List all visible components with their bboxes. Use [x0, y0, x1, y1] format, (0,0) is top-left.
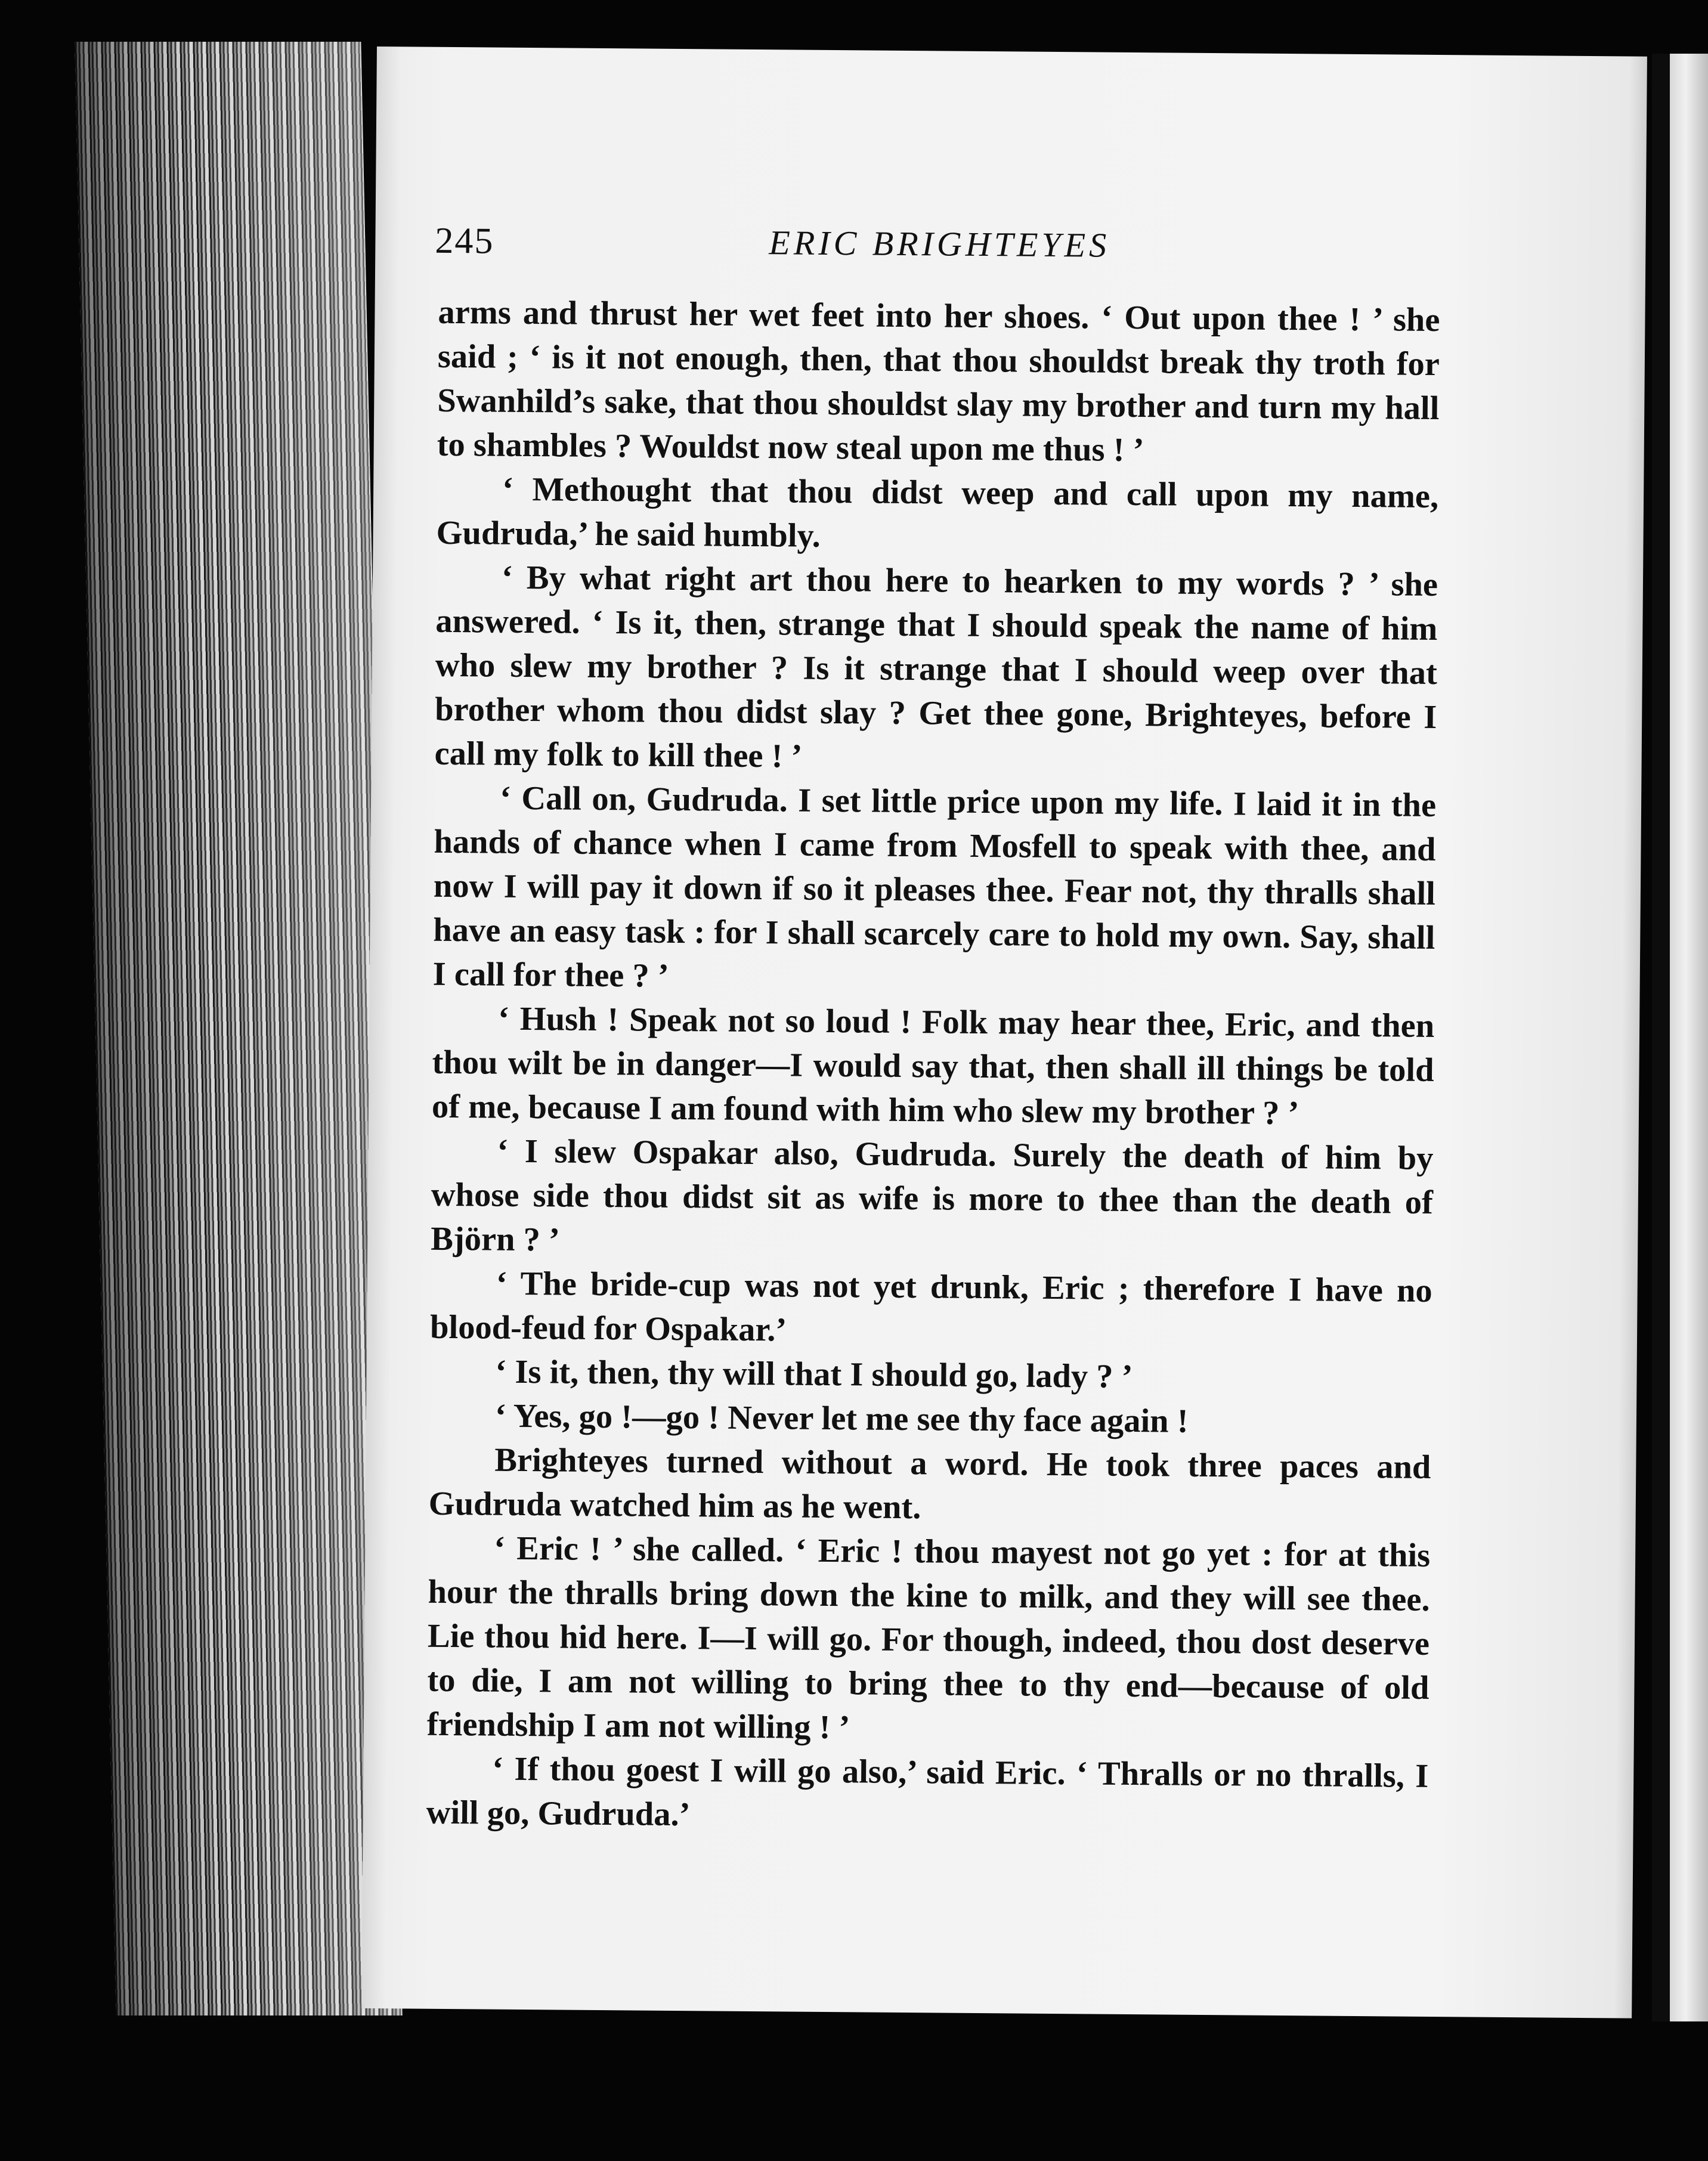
- paragraph: ‘ Methought that thou didst weep and call upon my name, Gudruda,’ he said humbly.: [436, 470, 1439, 555]
- paragraph: ‘ Yes, go !—go ! Never let me see thy face again !: [494, 1397, 1189, 1440]
- paragraph: Brighteyes turned without a word. He took three paces and Gudruda watched him as he went.: [428, 1441, 1431, 1527]
- paragraph: ‘ Call on, Gudruda. I set little price upon my life. I laid it in the hands of chance when I came from Mosfell to speak with thee, and now I will pay it down if so it pleases thee. Fear not, thy thralls shall have an easy task : for I shall scarcely care to hold my own. Say, shall I call for thee ? ’: [432, 779, 1437, 995]
- page-number: 245: [435, 220, 494, 262]
- running-title: ERIC BRIGHTEYES: [769, 223, 1110, 265]
- paragraph: ‘ I slew Ospakar also, Gudruda. Surely the death of him by whose side thou didst sit as wife is more to thee than the death of Björn ? ’: [431, 1132, 1434, 1259]
- book-page: [361, 47, 1647, 2018]
- paragraph: arms and thrust her wet feet into her shoes. ‘ Out upon thee ! ’ she said ; ‘ is it not enough, then, that thou shouldst break thy troth for Swanhild’s sake, that thou shouldst slay my brother and turn my hall to shambles ? Wouldst now steal upon me thus ! ’: [437, 293, 1440, 469]
- gutter-shadow: [1652, 54, 1670, 2021]
- paragraph: ‘ Is it, then, thy will that I should go, lady ? ’: [495, 1353, 1133, 1396]
- paragraph: ‘ If thou goest I will go also,’ said Eric. ‘ Thralls or no thralls, I will go, Gudruda.’: [426, 1750, 1429, 1834]
- body-text: [426, 290, 1440, 1843]
- page-header: [435, 220, 1568, 283]
- facing-page-edge: [1652, 54, 1708, 2021]
- book-page-edges: [75, 42, 402, 2016]
- paragraph: ‘ Eric ! ’ she called. ‘ Eric ! thou mayest not go yet : for at this hour the thralls bring down the kine to milk, and they will see thee. Lie thou hid here. I—I will go. For though, indeed, thou dost deserve to die, I am not willing to bring thee to thy end—because of old friendship I am not willing ! ’: [426, 1530, 1431, 1747]
- paragraph: ‘ By what right art thou here to hearken to my words ? ’ she answered. ‘ Is it, then, strange that I should speak the name of him who slew my brother ? Is it strange that I should weep over that brother whom thou didst slay ? Get thee gone, Brighteyes, before I call my folk to kill thee ! ’: [434, 559, 1438, 775]
- paragraph: ‘ Hush ! Speak not so loud ! Folk may hear thee, Eric, and then thou wilt be in danger—I would say that, then shall ill things be told of me, because I am found with him who slew my brother ? ’: [431, 1000, 1435, 1132]
- paragraph: ‘ The bride-cup was not yet drunk, Eric ; therefore I have no blood-feud for Ospakar.’: [429, 1265, 1432, 1349]
